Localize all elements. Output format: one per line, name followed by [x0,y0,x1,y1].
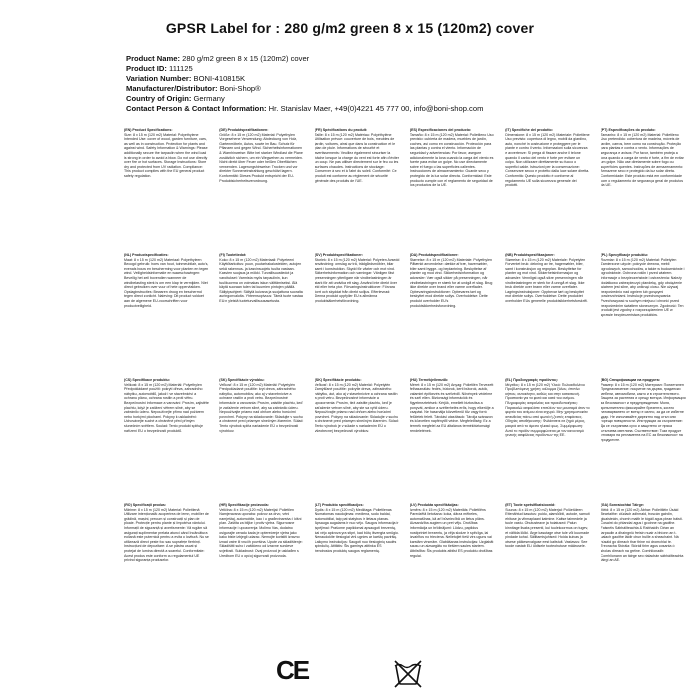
info-key: Variation Number: [126,74,192,83]
spec-block-text: Taille: 8 x 15 m (120 m2) Matériau: Polyéthylène Utilisation prévue: couverture de bois, meubles de jardin, voitures, ainsi que dans la construction et le plan de pluie. Informations de sécurité et avertissements: Veuillez également sécuriser la bâche lorsque la charge du vent est forte afin d'éviter un coup. Ne pas utiliser directement sur le feu ou les surfaces chaudes. Instructions de stockage: Conserver à sec et à l'abri du soleil. Conformité: Ce produit est conforme au règlement de sécurité générale des produits de l'UE. [314,132,399,183]
spec-block-heading: (SV) Produktspecifikationer: [314,253,363,257]
spec-block-heading: (CS) Specifikace produktu: [124,378,170,382]
spec-block-text: Mărime: 8 x 15 m (120 m2) Material: Polietilenă Utilizare intenționată: acoperirea de lemn, mobilier de grădină, mașini, precum și construcții și plan de ploaie. Protecție pentru plante și împotriva vântului. Informații de siguranță și avertismente: Vă rugăm să asigurați suplimentar prelata atunci când încărcătura eoliană este puternică pentru a evita o lovitură. Nu se utilizează direct peste foc sau suprafețe fierbinți. Instrucțiuni de depozitare: A se păstra uscat și protejat de lumina directă a soarelui. Conformitate: Acest produs este conform cu regulamentul UE privind siguranța produselor. [124,507,209,563]
spec-block-heading: (ET) Toote spetsifikatsioonid: [505,503,556,507]
spec-block-heading: (ES) Especificaciones del producto: [409,128,472,132]
info-row [126,94,686,104]
info-value: Boni-Shop® [219,84,261,93]
spec-block [219,253,304,372]
spec-block-heading: (DE) Produktspezifikationen: [219,128,269,132]
info-value: BONI-410815K [193,74,246,83]
spec-block-text: Koko: 8 x 15 m (120 m2) Materiaali: Polyeteeni Käyttötarkoitus: puun, puutarhakalusteiden, autojen sekä rakennus- ja kasvinsuojelu tuulta vastaan. Kasvien suojaus ja mökki. Turvallisuustiedot ja varoitukset: Varmista myös tarpaulinin, kun tuulikuorma on voimakas iskun välttämiseksi. Älä käytä suoraan tulen tai kuumien pintojen päällä. Säilytysohjeet: Säilytä kuivana ja suojattuna suoralta auringonvalolta. Yhteensopivuus: Tämä tuote vastaa EU:n yleistä tuoteturvallisuusasetusta. [219,257,303,303]
info-row [126,74,686,84]
ce-mark: CE [276,655,309,685]
spec-block [219,378,304,497]
spec-block-text: Veľkosť: 8 x 15 m (120 m2) Materiál: Polyetylén Predpokladané použitie: kryt dreva, záhradného nábytku, automobilov, ako aj v stavebníctve a ochrane rastlín a proti vetru. Bezpečnostné informácie a varovania: Prosím, zaistite plachtu, keď je zaťaženie vetrom silné, aby sa zabránilo úderu. Nepoužívajte priamo nad ohňom alebo horúcimi povrchmi. Pokyny na skladovanie: Skladujte v suchu a chránené pred priamym slnečným žiarením. Súlad: Tento výrobok spĺňa nariadenie EÚ o bezpečnosti výrobkov. [219,382,304,433]
spec-block [219,503,304,622]
spec-block [315,128,400,247]
spec-block [505,253,590,372]
spec-block-heading: (LV) Produkta specifikācijas: [409,503,459,507]
info-value: 111125 [169,64,193,73]
spec-block-heading: (EL) Προδιαγραφές προϊόντος: [505,378,559,382]
spec-block [124,503,209,622]
spec-block-heading: (HR) Specifikacije proizvoda: [219,503,269,507]
spec-block-heading: (FR) Spécifications du produit: [314,128,368,132]
page-title: GPSR Label for : 280 g/m2 green 8 x 15 (120m2) cover [165,20,535,36]
spec-block-heading: (BG) Спецификации на продукта: [600,378,661,382]
spec-block [601,253,686,372]
spec-block [601,378,686,497]
spec-block-heading: (RO) Specificații produs: [124,503,167,507]
language-blocks-grid [124,128,696,626]
spec-block [601,128,686,247]
spec-block [219,128,304,247]
spec-block [410,503,495,622]
spec-block-text: Méret: 8 x 15 m (120 m2) Anyag: Polietilén Tervezett felhasználás: fedés, bútorok, kerti bútorok, autók, valamint építkezés és szélvédő. Növények védelme és szél ellen. Biztonsági információk és figyelmeztetések: Kérjük, emellett biztosítsa a ponyvát, amikor a szélterhelés erős, hogy elkerülje a csapást. Ne használja közvetlenül tűz vagy forró felületek felett. Tárolási utasítások: Tárolja szárazon és közvetlen napfénytől védve. Megfelelőség: Ez a termék megfelel az EU általános termékbiztonsági rendeletének. [409,382,494,433]
spec-block-heading: (NB) Produktspesifikasjoner: [505,253,555,257]
no-wash-icon [392,657,424,689]
spec-block-text: Velikost: 8 x 15 m (120 m2) Materiál: Polyethylen Předpokládané použití: pokrytí dřeva, zahradního nábytku, automobilů, jakož i ve stavebnictví a ochranu plánu, ochrana rostlin a proti větru. Bezpečnostní informace a varování: Prosím, zajistěte plachtu, když je zatížení větrem silné, aby se zabránilo úderu. Nepoužívejte přímo nad požárem nebo horkými plochami. Pokyny k uskladnění: Uchovávejte suché a chráněné před přímým slunečním světlem. Soulad: Tento produkt splňuje nařízení EU o bezpečnosti produktů. [124,382,209,433]
spec-block [315,378,400,497]
spec-block-heading: (LT) Produkto specifikacijos: [314,503,364,507]
info-row [126,64,686,74]
spec-block-heading: (EN) Product Specifications: [124,128,173,132]
spec-block-heading: (FI) Tuotetiedot: [219,253,247,257]
spec-block [315,253,400,372]
info-value: Germany [193,94,225,103]
spec-block-heading: (PT) Especificações do produto: [600,128,656,132]
spec-block [505,378,590,497]
info-key: Contact Person & Contact Information: [126,104,267,113]
spec-block-heading: (SK) Špecifikácie produktu: [314,378,362,382]
info-key: Product ID: [126,64,167,73]
spec-block-text: Veľkosť: 8 x 15 m (120 m2) Materiál: Polyetylén Zamýšľané použitie: pokrytie dreva, záhradného nábytku, áut, ako aj v stavebníctve a ochrana rastlín a proti vetru. Bezpečnostné informácie a upozornenia: Prosím, tiež zaistite plachtu, keď je zaťaženie vetrom silné, aby ste sa vyhli úderu. Nepoužívajte priamo nad ohňom alebo horúcimi povrchmi. Pokyny na skladovanie: Skladujte v suchu a chránené pred priamym slnečným žiarením. Súlad: Tento výrobok je v súlade s nariadením EÚ o všeobecnej bezpečnosti výrobkov. [314,382,399,433]
info-row [126,54,686,64]
spec-block [410,253,495,372]
spec-block-text: Méid: 8 x 15 m (120 m2) Ábhar: Poileitiléin Úsáid Beartaithe: clúdach adhmaid, troscán gairdín, gluaisteáin, chomh maith le tógáil agus plean báistí. Cosaint do phlandaí agus i gcoinne na gaoithe. Faisnéis Sábháilteachta & Rabhaidh: Déan an tarpaulin a dhaingniú freisin nuair a bhíonn an t-ualach gaoithe láidir chun buille a sheachaint. Ná húsáid go díreach thar thine nó dromchlaí te. Treoracha Stórála: Stóráil tirim agus cosanta ó sholas díreach na gréine. Comhlíonadh: Comhlíonann an táirge seo rialachán sábháilteachta táirgí an AE. [600,507,684,563]
info-key: Country of Origin: [126,94,192,103]
spec-block-heading: (NL) Productspecificaties: [124,253,169,257]
spec-block-text: Tamanho: 8 x 15 m (120 m2) Material: Polietileno Uso pretendido: cobertura de madeira, móveis de jardim, carros, bem como na construção. Proteção para plantas e contra o vento. Informações de segurança e avisos: Por favor, também proteja a lona quando a carga de vento é forte, a fim de evitar um golpe. Não use diretamente sobre fogo ou superfícies quentes. Instruções de armazenamento: Armazene seco e protegido da luz solar direta. Conformidade: Este produto está em conformidade com o regulamento de segurança geral de produtos da UE. [600,132,684,188]
spec-block-text: Størrelse: 8 x 15 m (120 m2) Materiale: Polyetylen Forventet bruk: dekning av tre, hagemøbler, biler, samt i konstruksjon og regnplan. Beskyttelse for planter og mot vind. Sikkerhetsinformasjon og advarsler: Vennligst også sikre presenningen når vindbelastningen er sterk for å unngå et slag. Ikke bruk direkte over brann eller varme overflater. Lagringsinstruksjoner: Oppbevar tørt og beskyttet mot direkte sollys. Overholdelse: Dette produktet overholder EUs generelle produktsikkerhetsforskrift. [505,257,588,303]
spec-block-heading: (DA) Produktspecifikationer: [409,253,459,257]
info-key: Manufacturer/Distributor: [126,84,218,93]
info-key: Product Name: [126,54,181,63]
spec-block-text: Suurus: 8 x 15 m (120 m2) Materjal: Polüetüleen Ettenähtud kasutus: puidu, aiamööbli, autode, samuti ehituse ja vihmaplaani katmine. Kaitse taimedele ja tuule vastu. Ohutusteave ja hoiatused: Palun kinnitage lisaks presenti, kui tuulekoormus on tugev, et vältida lööki. Ärge kasutage otse tule või kuumade pindade kohal. Säilitamisjuhised: Hoida kuivas ja otsese päikesevalguse eest kaitstult. Vastavus: See toode vastab ELi üldisele tooteohutuse määrusele. [505,507,590,549]
spec-block [124,128,209,247]
info-row [126,84,686,94]
spec-block-text: Размер: 8 x 15 m (120 m2) Материал: Полиетилен Предназначение: покритие на дърва, градински мебели, автомобили, както и в строителството. Защита за растения и срещу вятъра. Информация за безопасност и предупреждения: Моля, допълнително фиксирайте брезента, когато натоварването от вятър е силно, за да се избегне удар. Не използвайте директно над огън или горещи повърхности. Инструкции за съхранение: Да се съхранява сухо и защитено от пряка слънчева светлина. Съответствие: Този продукт отговаря на регламента на ЕС за безопасност на продуктите. [600,382,686,442]
spec-block [315,503,400,622]
spec-block-text: Maat: 8 x 15 m (120 m2) Materiaal: Polyethyleen Beoogd gebruik: hoes van hout, tuinmeubilair, auto's, evenals bouw en bescherming voor planten en tegen wind. Veiligheidsinformatie en waarschuwingen: Beveilig het zeil bovendien wanneer de windbelasting sterk is om een klap te vermijden. Niet direct gebruiken over vuur of hete oppervlakken. Opslaginstructies: Bewaren droog en beschermd tegen direct zonlicht. Naleving: Dit product voldoet aan de algemene EU-voorschriften voor productveiligheid. [124,257,209,308]
spec-block-heading: (IT) Specifiche del prodotto: [505,128,553,132]
product-info [126,54,686,114]
spec-block-heading: (PL) Specyfikacje produktu: [600,253,649,257]
info-row [126,104,686,114]
spec-block [505,128,590,247]
spec-block-text: Tamaño: 8 x 15 m (120 m2) Material: Polietileno Uso previsto: cubierta de madera, muebles de jardín, coches, así como en construcción. Protección para las plantas y contra el viento. Información de seguridad y advertencias: Por favor, asegure adicionalmente la lona cuando la carga del viento es fuerte para evitar un golpe. No use directamente sobre el fuego o las superficies calientes. Instrucciones de almacenamiento: Guarde seco y protegido de la luz solar directa. Conformidad: Este producto cumple con el reglamento de seguridad de los productos de la UE. [409,132,494,188]
spec-block-heading: (GA) Sonraíochtaí Táirge: [600,503,645,507]
spec-block-heading: (SK) Špecifikácie výrobku: [219,378,265,382]
spec-block-text: Dydis: 8 x 15 m (120 m2) Medžiaga: Polietilenas Numatomas naudojimas: mediena, sodo baldai, automobiliai, taip pat statybos ir lietaus planas. Apsauga augalams ir nuo vėjo. Saugos informacija ir įspėjimai: Prašome papildomai apsaugoti brezentą, kai vėjo apkrova yra stipri, kad būtų išvengta smūgio. Nenaudokite tiesiogiai virš ugnies ar karštų paviršių. Laikymo instrukcijos: Saugoti nuo tiesioginių saulės spindulių. Atitiktis: Šis gaminys atitinka ES bendrosios produktų saugos reglamentą. [314,507,399,553]
spec-block [124,378,209,497]
spec-block-text: Dimensione: 8 x 15 m (120 m2) Materiale: Polietilene Uso previsto: copertura di legno, mobili da giardino, auto, nonché in costruzione e proteggere per le piante e contro il vento. Informazioni sulla sicurezza e avvertenze: Si prega di fissare anche il telone quando il carico del vento è forte per evitare un colpo. Non utilizzare direttamente su fuoco o superfici calde. Istruzioni per la conservazione: Conservare secco e protetto dalla luce solare diretta. Conformità: Questo prodotto è conforme al regolamento UE sulla sicurezza generale dei prodotti. [505,132,590,188]
spec-block [505,503,590,622]
spec-block-text: Μέγεθος: 8 x 15 m (120 m2) Υλικό: Πολυαιθυλένιο Προβλεπόμενη χρήση: κάλυμμα ξύλου, έπιπλα κήπου, αυτοκίνητα, καθώς και στην κατασκευή. Προστασία για τα φυτά και κατά του ανέμου. Πληροφορίες ασφαλείας και προειδοποιήσεις: Παρακαλώ ασφαλίστε επιπλέον τον μουσαμά όταν το φορτίο του ανέμου είναι ισχυρό. Μην χρησιμοποιείτε απευθείας πάνω από φωτιά ή ζεστές επιφάνειες. Οδηγίες αποθήκευσης: Φυλάσσετε σε ξηρό μέρος, μακριά από το άμεσο ηλιακό φως. Συμμόρφωση: Αυτό το προϊόν συμμορφώνεται με τον κανονισμό γενικής ασφάλειας προϊόντων της ΕΕ. [505,382,590,438]
spec-block-text: Storlek: 8 x 15 m (120 m2) Material: Polyeten Avsedd användning: omslag av trä, trädgårdsmöbler, bilar samt i konstruktion. Skydd för växter och mot vind. Säkerhetsinformation och varningar: Vänligen fäst presenningen ytterligare när vindbelastningen är stark för att undvika ett slag. Använd inte direkt över eld eller heta ytor. Förvaringsinstruktioner: Förvara torrt och skyddat från direkt solljus. Efterlevnad: Denna produkt uppfyller EU:s allmänna produktsäkerhetsförordning. [314,257,400,303]
spec-block-text: Veličina: 8 x 15 m (120 m2) Materijal: Polietilen Namjeravana uporaba: pokrov za drvo, vrtni namještaj, automobile, kao i u građevinarstvu i kišni plan. Zaštita za biljke i protiv vjetra. Sigurnosne informacije i upozorenja: Molimo Vas, dodatno osigurajte ceradu kada je opterećenje vjetra jako kako biste izbjegli udarac. Nemojte koristiti izravno iznad vatre ili vrućih površina. Upute za skladištenje: Skladištiti suho i zaštićeno od izravne sunčeve svjetlosti. Sukladnost: Ovaj proizvod je usklađen s Uredbom EU o općoj sigurnosti proizvoda. [219,507,303,558]
info-value: Hr. Stanislav Maer, +49(0)4221 45 777 00, info@boni-shop.com [268,104,484,113]
spec-block-text: Størrelse: 8 x 15 m (120 m2) Materiale: Polyethylen Påtænkt anvendelse: dække af træ, havemøbler, biler samt bygge- og beplantning. Beskyttelse af planter og mod vind. Sikkerhedsinformation og advarsler: Vær også sikker på presenningen, når vindbelastningen er stærk for at undgå et slag. Brug ikke direkte over brand eller varme overflader. Opbevaringsinstruktioner: Opbevares tørt og beskyttet mod direkte sollys. Overholdelse: Dette produkt overholder EU's produktsikkerhedsforordning. [409,257,493,308]
spec-block-heading: (HU) Termékjellemzők: [409,378,449,382]
spec-block-text: Size: 8 x 15 m (120 m2) Material: Polyethylene Intended Use: cover of wood, garden furniture, cars, as well as in construction. Protection for plants and against wind. Safety Information & Warnings: Please additionally secure the tarpaulin when the wind load is strong in order to avoid a blow. Do not use directly over fire or hot surfaces. Storage Instructions: Store dry and protected from UV radiation. Compliance: This product complies with the EU general product safety regulation. [124,132,208,178]
info-value: 280 g/m2 green 8 x 15 (120m2) cover [182,54,310,63]
spec-block-text: Izmērs: 8 x 15 m (120 m2) Materiāls: Polietilēns Paredzētā lietošana: koka, dārza mēbeles, automašīnas, kā arī būvniecībā un lietus plāns. Aizsardzība augiem un pret vēju. Drošības informācija un brīdinājumi: Lūdzu, papildus nostipriniet brezentu, ja vēja slodze ir spēcīga, lai izvairītos no trieciena. Nelietojiet tieši virs uguns vai karstām virsmām. Glabāšanas instrukcijas: Uzglabāt sausu un aizsargātu no tiešiem saules stariem. Atbilstība: Šis produkts atbilst ES produktu drošības regulai. [409,507,494,558]
spec-block-text: Rozmiar: 8 x 15 m (120 m2) Materiał: Polietylen Zamierzone użycie: pokrycie drewna, mebli ogrodowych, samochodów, a także w budownictwie i ogrodnictwie. Ochrona roślin i przed wiatrem. Informacje o bezpieczeństwie i ostrzeżenia: Należy dodatkowo zabezpieczyć plandekę, gdy obciążenie wiatrem jest silne, aby uniknąć ciosu. Nie używaj bezpośrednio nad ogniem lub gorącymi powierzchniami. Instrukcje przechowywania: Przechowywać w suchym miejscu i chronić przed bezpośrednim światłem słonecznym. Zgodność: Ten produkt jest zgodny z rozporządzeniem UE w sprawie bezpieczeństwa produktów. [600,257,685,317]
spec-block [410,128,495,247]
spec-block [601,503,686,622]
compliance-icons [0,655,700,695]
spec-block [410,378,495,497]
spec-block-text: Größe: 8 x 15 m (120 m2) Material: Polyethylen Vorgesehene Verwendung: Abdeckung von Holz, Gartenmöbeln, Autos, sowie im Bau. Schutz für Pflanzen und gegen Wind. Sicherheitsinformationen & Warnhinweise: Bitte bei starker Windlast die Plane zusätzlich sichern, um ein Wegwehen zu vermeiden. Nicht direkt über Feuer oder heißen Oberflächen verwenden. Lagerungshinweise: Trocken und vor direkter Sonneneinstrahlung geschützt lagern. Konformität: Dieses Produkt entspricht der EU-Produktsicherheitsverordnung. [219,132,303,183]
spec-block [124,253,209,372]
